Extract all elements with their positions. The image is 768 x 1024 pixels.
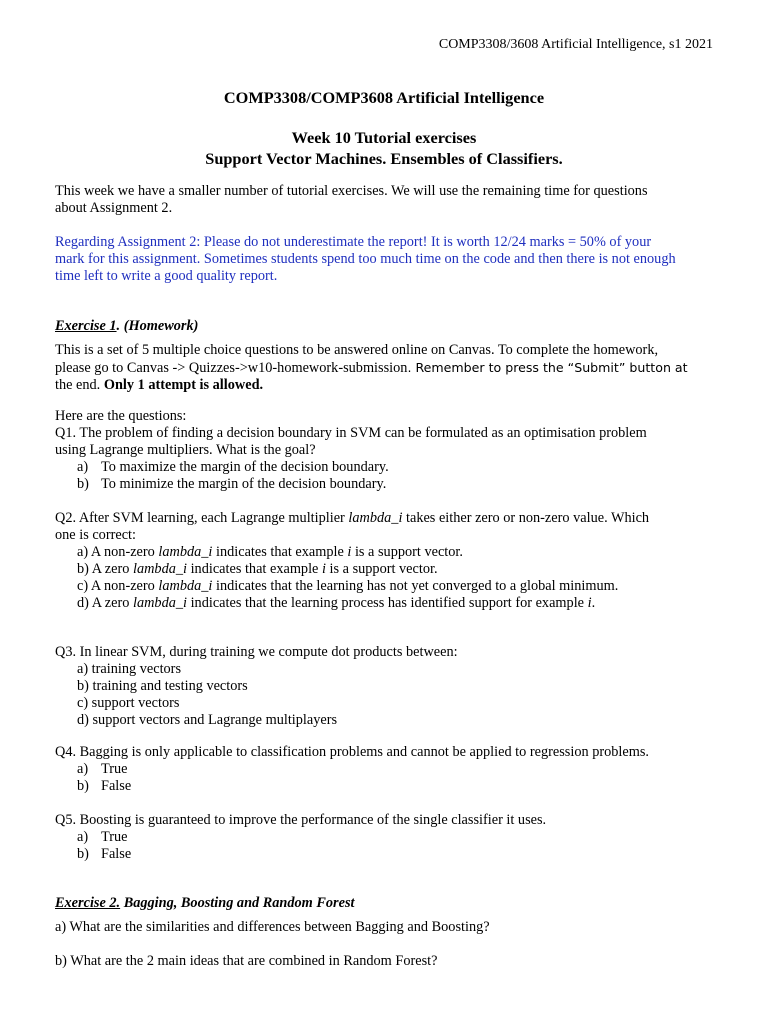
question-4 <box>55 744 720 795</box>
notice-line-2: mark for this assignment. Sometimes students spend too much time on the code and then there is not enough <box>55 251 676 267</box>
instructions-line-2 <box>55 359 720 377</box>
q2-option-b: b) A zero lambda_i indicates that example i is a support vector. <box>77 561 438 577</box>
q3-option-c: c) support vectors <box>77 695 180 711</box>
q4-option-a: a) True <box>77 761 128 777</box>
q2-option-c: c) A non-zero lambda_i indicates that the learning has not yet converged to a global minimum. <box>77 578 619 594</box>
q5-line-1: Q5. Boosting is guaranteed to improve the performance of the single classifier it uses. <box>55 812 547 828</box>
intro-paragraph <box>55 183 720 217</box>
question-1 <box>55 425 720 493</box>
q1-line-2: using Lagrange multipliers. What is the goal? <box>55 442 316 458</box>
q3-line-1: Q3. In linear SVM, during training we compute dot products between: <box>55 644 458 660</box>
q3-option-b: b) training and testing vectors <box>77 678 248 694</box>
q2-option-a: a) A non-zero lambda_i indicates that example i is a support vector. <box>77 544 463 560</box>
q1-option-b: b) To minimize the margin of the decision boundary. <box>77 476 387 492</box>
canvas-path: please go to Canvas -> Quizzes->w10-homework-submission <box>55 360 408 376</box>
tutorial-subtitle: Support Vector Machines. Ensembles of Classifiers. <box>205 149 563 168</box>
exercise-1-instructions <box>55 342 720 394</box>
q4-line-1: Q4. Bagging is only applicable to classification problems and cannot be applied to regression problems. <box>55 744 649 760</box>
submit-reminder: . Remember to press the “Submit” button at <box>407 360 688 375</box>
assignment-notice <box>55 234 720 285</box>
course-header: COMP3308/3608 Artificial Intelligence, s1 2021 <box>438 37 713 52</box>
q2-line-2: one is correct: <box>55 527 136 543</box>
q3-option-d: d) support vectors and Lagrange multiplayers <box>77 712 338 728</box>
q1-line-1: Q1. The problem of finding a decision boundary in SVM can be formulated as an optimisation problem <box>55 425 647 441</box>
q1-option-a: a) To maximize the margin of the decision boundary. <box>77 459 389 475</box>
tutorial-title: Week 10 Tutorial exercises <box>291 128 477 147</box>
q2-line-1: Q2. After SVM learning, each Lagrange multiplier lambda_i takes either zero or non-zero value. Which <box>55 510 650 526</box>
intro-line-1: This week we have a smaller number of tutorial exercises. We will use the remaining time for questions <box>55 183 648 199</box>
question-5 <box>55 812 720 863</box>
instructions-line-1: This is a set of 5 multiple choice questions to be answered online on Canvas. To complete the homework, <box>55 342 659 358</box>
instructions-end: the end. <box>55 377 104 393</box>
question-2 <box>55 510 720 612</box>
intro-line-2: about Assignment 2. <box>55 200 173 216</box>
exercise-2-question-b: b) What are the 2 main ideas that are combined in Random Forest? <box>55 953 438 969</box>
exercise-2-label: Exercise 2. <box>55 895 121 911</box>
exercise-2-subtitle: Bagging, Boosting and Random Forest <box>120 895 355 911</box>
question-3 <box>55 644 720 729</box>
exercise-1-heading <box>55 318 720 335</box>
attempt-limit: Only 1 attempt is allowed. <box>103 377 264 393</box>
instructions-line-3 <box>55 377 720 394</box>
exercise-2-question-a: a) What are the similarities and differences between Bagging and Boosting? <box>55 919 490 935</box>
exercise-1-subtitle: . (Homework) <box>116 318 199 334</box>
course-title: COMP3308/COMP3608 Artificial Intelligence <box>223 88 545 107</box>
q5-option-b: b) False <box>77 846 132 862</box>
notice-line-3: time left to write a good quality report. <box>55 268 278 284</box>
q4-option-b: b) False <box>77 778 132 794</box>
notice-line-1: Regarding Assignment 2: Please do not underestimate the report! It is worth 12/24 marks = 50% of your <box>55 234 652 250</box>
exercise-2-heading <box>55 895 720 912</box>
q5-option-a: a) True <box>77 829 128 845</box>
questions-intro: Here are the questions: <box>55 408 187 424</box>
exercise-1-label: Exercise 1 <box>55 318 117 334</box>
q2-option-d: d) A zero lambda_i indicates that the learning process has identified support for example i. <box>77 595 596 611</box>
q3-option-a: a) training vectors <box>77 661 182 677</box>
